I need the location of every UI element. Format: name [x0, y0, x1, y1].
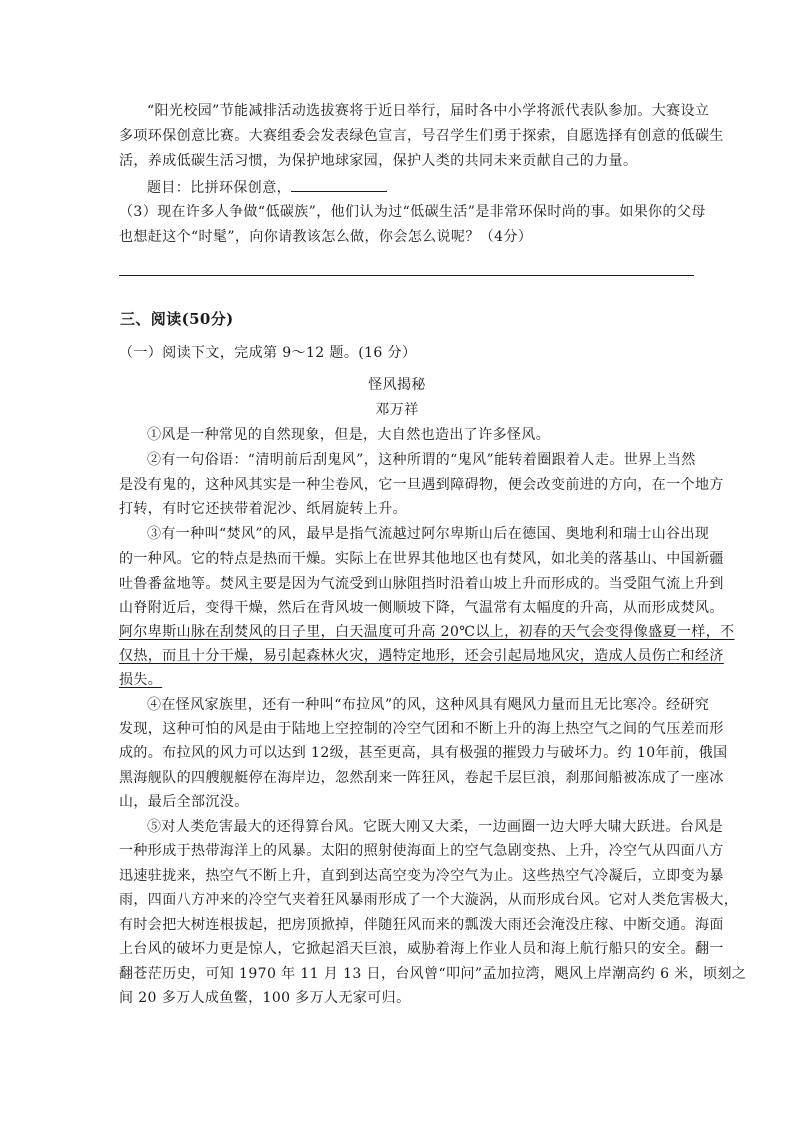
intro-line-3: 活，养成低碳生活习惯，为保护地球家园，保护人类的共同未来贡献自己的力量。 [119, 153, 638, 169]
article-line: 的一种风。它的特点是热而干燥。实际上在世界其他地区也有焚风，如北美的落基山、中国新疆 [119, 551, 724, 567]
article-line: ④在怪风家族里，还有一种叫“布拉风”的风，这种风具有飓风力量而且无比寒冷。经研究 [147, 697, 710, 713]
article-line: 是没有鬼的，这种风其实是一种尘卷风，它一旦遇到障碍物，便会改变前进的方向，在一个地方 [119, 477, 724, 493]
article-author: 邓万祥 [375, 402, 419, 418]
section-heading: 三、阅读(50分) [120, 310, 234, 328]
article-line: 有时会把大树连根拔起，把房顶掀掉，伴随狂风而来的瓢泼大雨还会淹没庄稼、中断交通。海面 [119, 917, 724, 933]
article-line: 间 20 多万人成鱼鳖，100 多万人无家可归。 [119, 990, 411, 1006]
article-line: 山脊附近后，变得干燥，然后在背风坡一侧顺坡下降，气温常有太幅度的升高，从而形成焚风。 [119, 600, 724, 616]
topic-label: 题目：比拼环保创意， [147, 180, 291, 196]
answer-line[interactable] [119, 275, 694, 276]
article-line: 翻苍茫历史，可知 1970 年 11 月 13 日，台风曾“叩问”孟加拉湾，飓风上岸潮高约 6 米，顷刻之 [119, 966, 747, 982]
article-line: ①风是一种常见的自然现象，但是，大自然也造出了许多怪风。 [147, 427, 551, 443]
article-line: 打转，有时它还挟带着泥沙、纸屑旋转上升。 [119, 501, 407, 517]
article-line-underlined: 仅热，而且十分干燥，易引起森林火灾，遇特定地形，还会引起局地风灾，造成人员伤亡和经济 [119, 648, 724, 664]
article-line: 成的。布拉风的风力可以达到 12级，甚至更高，具有极强的摧毁力与破坏力。约 10年前，俄国 [119, 745, 728, 761]
article-line: 一种形成于热带海洋上的风暴。太阳的照射使海面上的空气急剧变热、上升，冷空气从四面八方 [119, 843, 724, 859]
article-line: 雨，四面八方冲来的冷空气夹着狂风暴雨形成了一个大漩涡，从而形成台风。它对人类危害极大， [119, 892, 739, 908]
intro-line-2: 多项环保创意比赛。大赛组委会发表绿色宣言，号召学生们勇于探索，自愿选择有创意的低碳生 [119, 128, 724, 144]
topic-answer-blank[interactable] [291, 179, 387, 192]
article-line: 黑海舰队的四艘舰艇停在海岸边，忽然刮来一阵狂风，卷起千层巨浪，刹那间船被冻成了一座冰 [119, 770, 724, 786]
article-line: ⑤对人类危害最大的还得算台风。它既大刚又大柔，一边画圈一边大呼大啸大跃进。台风是 [147, 819, 723, 835]
intro-line-1: “阳光校园”节能减排活动选拔赛将于近日举行，届时各中小学将派代表队参加。大赛设立 [147, 103, 710, 119]
article-line: ③有一种叫“焚风”的风，最早是指气流越过阿尔卑斯山后在德国、奥地利和瑞士山谷出现 [147, 526, 710, 542]
article-line: 发现，这种可怕的风是由于陆地上空控制的冷空气团和不断上升的海上热空气之间的气压差而形 [119, 721, 724, 737]
article-line-underlined: 损失。 [119, 672, 163, 688]
question3-line-1: （3）现在许多人争做“低碳族”，他们认为过“低碳生活”是非常环保时尚的事。如果你的父母 [119, 204, 706, 220]
article-line-underlined: 阿尔卑斯山脉在刮焚风的日子里，白天温度可升高 20℃以上，初春的天气会变得像盛夏一样，不 [119, 624, 735, 640]
article-line: 山，最后全部沉没。 [119, 794, 249, 810]
article-line: 迅速驻拢来，热空气不断上升，直到到达高空变为冷空气为止。这些热空气冷凝后，立即变为暴 [119, 868, 724, 884]
article-line: 上台风的破坏力更是惊人，它掀起滔天巨浪，威胁着海上作业人员和海上航行船只的安全。翻一 [119, 941, 724, 957]
article-title: 怪风揭秘 [368, 377, 426, 393]
article-line: 吐鲁番盆地等。焚风主要是因为气流受到山脉阻挡时沿着山坡上升而形成的。当受阻气流上升到 [119, 576, 724, 592]
question3-line-2: 也想赶这个“时髦”，向你请教该怎么做，你会怎么说呢？（4分） [119, 229, 533, 245]
topic-line [147, 179, 387, 196]
article-line: ②有一句俗语：“清明前后刮鬼风”，这种所谓的“鬼风”能转着圈跟着人走。世界上当然 [147, 452, 696, 468]
part1-instruction: （一）阅读下文，完成第 9～12 题。(16 分） [119, 345, 417, 361]
